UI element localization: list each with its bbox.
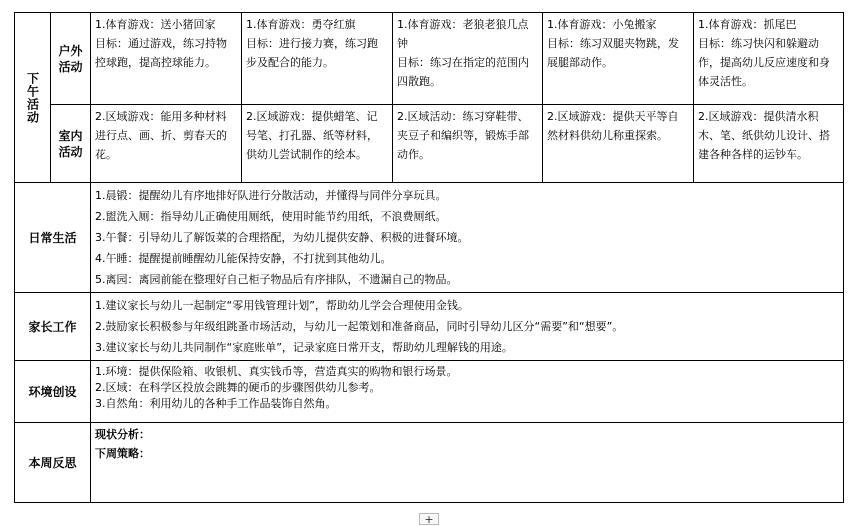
daily-life-row bbox=[15, 183, 844, 293]
indoor-cell: 2.区域游戏：提供天平等自然材料供幼儿称重探索。 bbox=[543, 105, 694, 183]
indoor-cell: 2.区域活动：练习穿鞋带、夹豆子和编织等，锻炼手部动作。 bbox=[393, 105, 543, 183]
add-row-button[interactable]: + bbox=[419, 513, 439, 525]
outdoor-cell bbox=[91, 13, 242, 105]
reflection-content bbox=[91, 423, 844, 503]
afternoon-label: 下午活动 bbox=[15, 13, 51, 183]
outdoor-game: 1.体育游戏：老狼老狼几点钟 bbox=[397, 18, 529, 50]
environment-item: 3.自然角：利用幼儿的各种手工作品装饰自然角。 bbox=[95, 397, 337, 410]
outdoor-label: 户外活动 bbox=[51, 13, 91, 105]
indoor-cell: 2.区域游戏：能用多种材料进行点、画、折、剪春天的花。 bbox=[91, 105, 242, 183]
outdoor-game: 1.体育游戏：抓尾巴 bbox=[698, 18, 797, 31]
environment-item: 1.环境：提供保险箱、收银机、真实钱币等，营造真实的购物和银行场景。 bbox=[95, 365, 458, 378]
outdoor-goal: 目标：练习在指定的范围内四散跑。 bbox=[397, 56, 529, 88]
parents-content bbox=[91, 293, 844, 361]
afternoon-indoor-row bbox=[15, 105, 844, 183]
daily-life-item: 4.午睡：提醒提前睡醒幼儿能保持安静，不打扰到其他幼儿。 bbox=[95, 252, 392, 265]
outdoor-game: 1.体育游戏：送小猪回家 bbox=[95, 18, 216, 31]
environment-row bbox=[15, 361, 844, 423]
outdoor-game: 1.体育游戏：小兔搬家 bbox=[547, 18, 657, 31]
current-analysis-label: 现状分析： bbox=[95, 428, 150, 441]
afternoon-outdoor-row bbox=[15, 13, 844, 105]
indoor-cell: 2.区域游戏：提供蜡笔、记号笔、打孔器、纸等材料，供幼儿尝试制作的绘本。 bbox=[242, 105, 393, 183]
daily-life-item: 3.午餐：引导幼儿了解饭菜的合理搭配，为幼儿提供安静、积极的进餐环境。 bbox=[95, 231, 469, 244]
daily-life-item: 2.盥洗入厕：指导幼儿正确使用厕纸，使用时能节约用纸，不浪费厕纸。 bbox=[95, 210, 447, 223]
daily-life-item: 1.晨锻：提醒幼儿有序地排好队进行分散活动，并懂得与同伴分享玩具。 bbox=[95, 189, 447, 202]
parents-row bbox=[15, 293, 844, 361]
parents-item: 3.建议家长与幼儿共同制作“家庭账单”，记录家庭日常开支，帮助幼儿理解钱的用途。 bbox=[95, 341, 513, 354]
weekly-plan-page bbox=[14, 12, 844, 509]
environment-label: 环境创设 bbox=[15, 361, 91, 423]
daily-life-label: 日常生活 bbox=[15, 183, 91, 293]
environment-content bbox=[91, 361, 844, 423]
outdoor-goal: 目标：练习快闪和躲避动作，提高幼儿反应速度和身体灵活性。 bbox=[698, 37, 830, 88]
outdoor-cell bbox=[393, 13, 543, 105]
parents-item: 2.鼓励家长积极参与年级组跳蚤市场活动，与幼儿一起策划和准备商品，同时引导幼儿区分“需要”和“想要”。 bbox=[95, 320, 624, 333]
outdoor-game: 1.体育游戏：勇夺红旗 bbox=[246, 18, 356, 31]
outdoor-goal: 目标：练习双腿夹物跳，发展腿部动作。 bbox=[547, 37, 679, 69]
outdoor-cell bbox=[543, 13, 694, 105]
daily-life-content bbox=[91, 183, 844, 293]
indoor-cell: 2.区域游戏：提供清水积木、笔、纸供幼儿设计、搭建各种各样的运钞车。 bbox=[694, 105, 844, 183]
daily-life-item: 5.离园：离园前能在整理好自己柜子物品后有序排队，不遗漏自己的物品。 bbox=[95, 273, 458, 286]
parents-item: 1.建议家长与幼儿一起制定“零用钱管理计划”，帮助幼儿学会合理使用金钱。 bbox=[95, 299, 469, 312]
outdoor-goal: 目标：通过游戏，练习持物控球跑，提高控球能力。 bbox=[95, 37, 227, 69]
outdoor-cell bbox=[242, 13, 393, 105]
reflection-row bbox=[15, 423, 844, 503]
outdoor-goal: 目标：进行接力赛，练习跑步及配合的能力。 bbox=[246, 37, 378, 69]
parents-label: 家长工作 bbox=[15, 293, 91, 361]
environment-item: 2.区域：在科学区投放会跳舞的硬币的步骤图供幼儿参考。 bbox=[95, 381, 381, 394]
weekly-plan-table bbox=[14, 12, 844, 503]
reflection-label: 本周反思 bbox=[15, 423, 91, 503]
indoor-label: 室内活动 bbox=[51, 105, 91, 183]
next-strategy-label: 下周策略： bbox=[95, 447, 150, 460]
outdoor-cell bbox=[694, 13, 844, 105]
